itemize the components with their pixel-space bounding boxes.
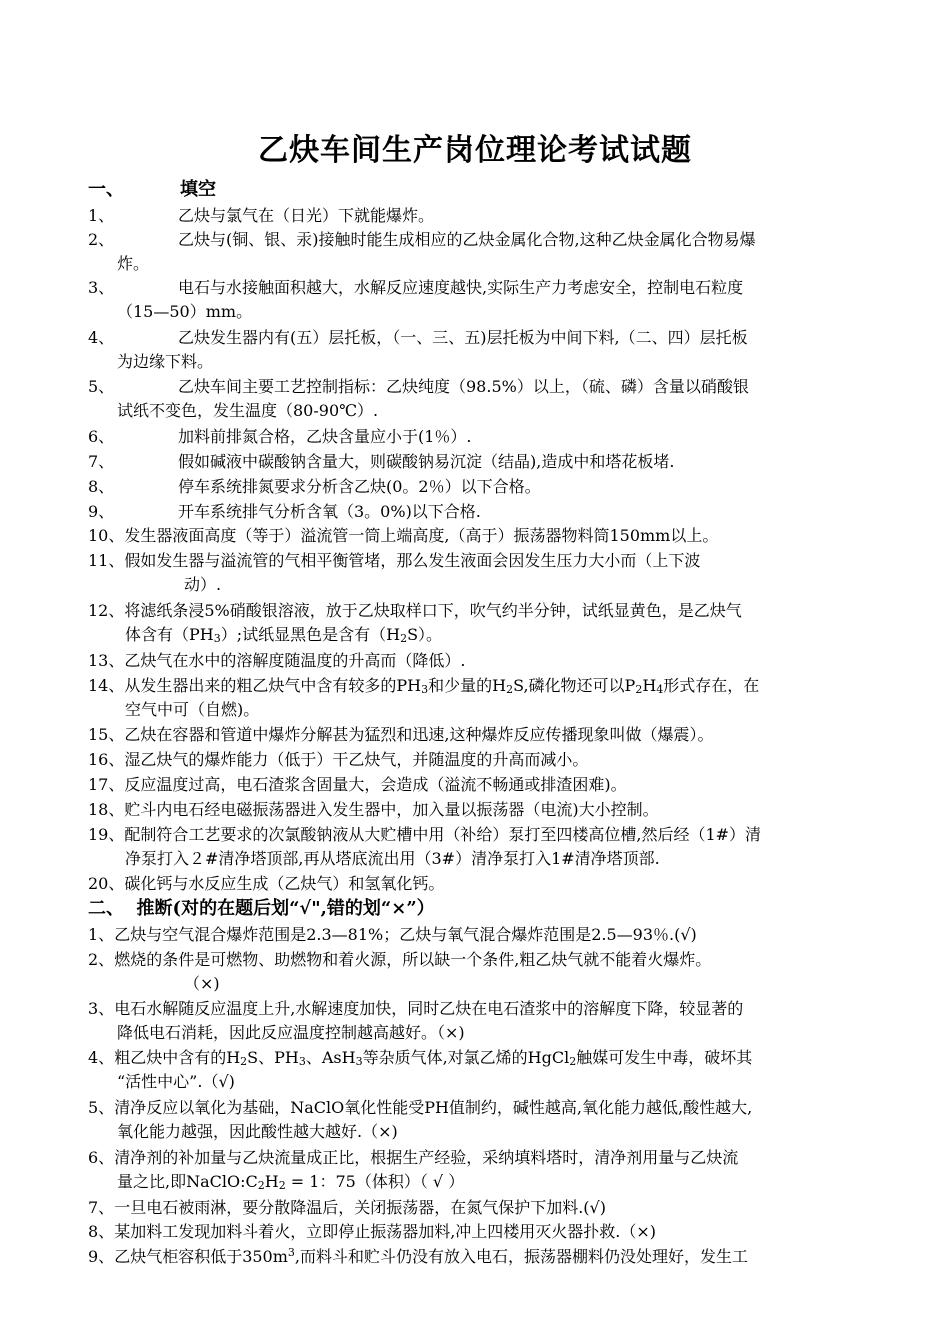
judge-item-5: 5、清净反应以氧化为基础，NaClO氧化性能受PH值制约，碱性越高,氧化能力越低,酸性越大, 氧化能力越强，因此酸性越大越好.（×): [88, 1098, 753, 1141]
fill-item-18: 18、贮斗内电石经电磁振荡器进入发生器中，加入量以振荡器（电流)大小控制。: [88, 800, 659, 819]
fill-item-8: 8、 停车系统排氮要求分析含乙炔(0。2％）以下合格。: [88, 477, 541, 496]
judge-item-4: 4、粗乙炔中含有的$H_2S$、$PH_3$、AsH$_3$等杂质气体,对氯乙烯的HgCl$_2$触媒可发生中毒，破坏其 “活性中心”.（√): [88, 1048, 753, 1091]
fill-item-15: 15、乙炔在容器和管道中爆炸分解甚为猛烈和迅速,这种爆炸反应传播现象叫做（爆震）。: [88, 725, 714, 744]
section-2-number: 二、: [88, 898, 124, 919]
fill-item-14-line-1: 从发生器出来的粗乙炔气中含有较多的$PH_3$和少量的$H_2S$,磷化物还可以$P_2H_4$形式存在，在: [124, 676, 760, 696]
fill-item-10: 10、发生器液面高度（等于）溢流管一筒上端高度,（高于）振荡器物料筒150mm以上。: [88, 526, 719, 545]
judge-item-6-line-2: 量之比,即$NaClO:C_2H_2 = 1$：75（体积）（ √ ）: [117, 1172, 465, 1192]
judge-item-6: 6、清净剂的补加量与乙炔流量成正比，根据生产经验，采纳填料塔时，清净剂用量与乙炔流 量之比,即$NaClO:C_2H_2 = 1$：75（体积）（ √ ）: [88, 1146, 878, 1194]
page-title: 乙炔车间生产岗位理论考试试题: [258, 133, 692, 168]
fill-item-6: 6、 加料前排氮合格，乙炔含量应小于(1％）.: [88, 427, 472, 446]
fill-item-20: 20、碳化钙与水反应生成（乙炔气）和氢氧化钙。: [88, 874, 445, 893]
judge-item-9-line-1: 乙炔气柜容积低于$350m^3$,而料斗和贮斗仍没有放入电石，振荡器棚料仍没处理好，发生工: [114, 1246, 748, 1266]
fill-item-13: 13、乙炔气在水中的溶解度随温度的升高而（降低）.: [88, 651, 466, 670]
fill-item-12: 12、将滤纸条浸5%硝酸银溶液，放于乙炔取样口下，吹气约半分钟，试纸显黄色，是乙炔气 体含有$(PH_3)$;试纸显黑色是含有$(H_2S)$。: [88, 599, 878, 647]
fill-item-1: 1、 乙炔与氯气在（日光）下就能爆炸。: [88, 206, 435, 225]
judge-item-3: 3、电石水解随反应温度上升,水解速度加快，同时乙炔在电石渣浆中的溶解度下降，较显著的 降低电石消耗，因此反应温度控制越高越好。（×): [88, 999, 744, 1042]
judge-item-7: 7、一旦电石被雨淋，要分散降温后，关闭振荡器，在氮气保护下加料.(√): [88, 1198, 606, 1217]
fill-item-3: 3、 电石与水接触面积越大，水解反应速度越快,实际生产力考虑安全，控制电石粒度 （15—50）mm。: [88, 278, 744, 321]
section-2-label: 推断(对的在题后划“√",错的划“×”）: [136, 898, 435, 919]
fill-item-12-line-2: 体含有$(PH_3)$;试纸显黑色是含有$(H_2S)$。: [125, 625, 443, 645]
fill-item-14: 14、从发生器出来的粗乙炔气中含有较多的$PH_3$和少量的$H_2S$,磷化物还可以$P_2H_4$形式存在，在 空气中可（自燃)。: [88, 676, 760, 719]
section-1-heading: [88, 178, 216, 202]
judge-item-8: 8、某加料工发现加料斗着火，立即停止振荡器加料,冲上四楼用灭火器扑救.（×): [88, 1222, 657, 1241]
fill-item-5: 5、 乙炔车间主要工艺控制指标：乙炔纯度（98.5%）以上，（硫、磷）含量以硝酸银 试纸不变色，发生温度（80-90℃）.: [88, 377, 749, 420]
fill-item-2: 2、 乙炔与(铜、银、汞)接触时能生成相应的乙炔金属化合物,这种乙炔金属化合物易爆 炸。: [88, 230, 756, 273]
section-2-heading: [88, 897, 435, 921]
judge-item-9: 9、乙炔气柜容积低于$350m^3$,而料斗和贮斗仍没有放入电石，振荡器棚料仍没处理好，发生工: [88, 1246, 748, 1266]
section-1-number: 一、: [88, 179, 124, 200]
fill-item-4: 4、 乙炔发生器内有(五）层托板，（一、三、五)层托板为中间下料,（二、四）层托板 为边缘下料。: [88, 328, 748, 371]
fill-item-7: 7、 假如碱液中碳酸钠含量大，则碳酸钠易沉淀（结晶),造成中和塔花板堵.: [88, 452, 675, 471]
judge-item-1: 1、乙炔与空气混合爆炸范围是2.3—81%；乙炔与氧气混合爆炸范围是2.5—93％.(√): [88, 925, 697, 944]
fill-item-19: 19、配制符合工艺要求的次氯酸钠液从大贮槽中用（补给）泵打至四楼高位槽,然后经（1#）清 净泵打入２#清净塔顶部,再从塔底流出用（3#）清净泵打入1#清净塔顶部.: [88, 825, 762, 868]
section-1-label: 填空: [180, 179, 216, 200]
fill-item-17: 17、反应温度过高，电石渣浆含固量大，会造成（溢流不畅通或排渣困难)。: [88, 775, 627, 794]
judge-item-2: 2、燃烧的条件是可燃物、助燃物和着火源，所以缺一个条件,粗乙炔气就不能着火爆炸。 （×): [88, 950, 712, 993]
judge-item-4-line-1: 粗乙炔中含有的$H_2S$、$PH_3$、AsH$_3$等杂质气体,对氯乙烯的HgCl$_2$触媒可发生中毒，破坏其: [114, 1048, 753, 1068]
fill-item-9: 9、 开车系统排气分析含氧（3。0%)以下合格.: [88, 502, 481, 521]
fill-item-11: 11、假如发生器与溢流管的气相平衡管堵，那么发生液面会因发生压力大小而（上下波 动）.: [88, 551, 701, 594]
fill-item-16: 16、湿乙炔气的爆炸能力（低于）干乙炔气，并随温度的升高而减小。: [88, 750, 589, 769]
